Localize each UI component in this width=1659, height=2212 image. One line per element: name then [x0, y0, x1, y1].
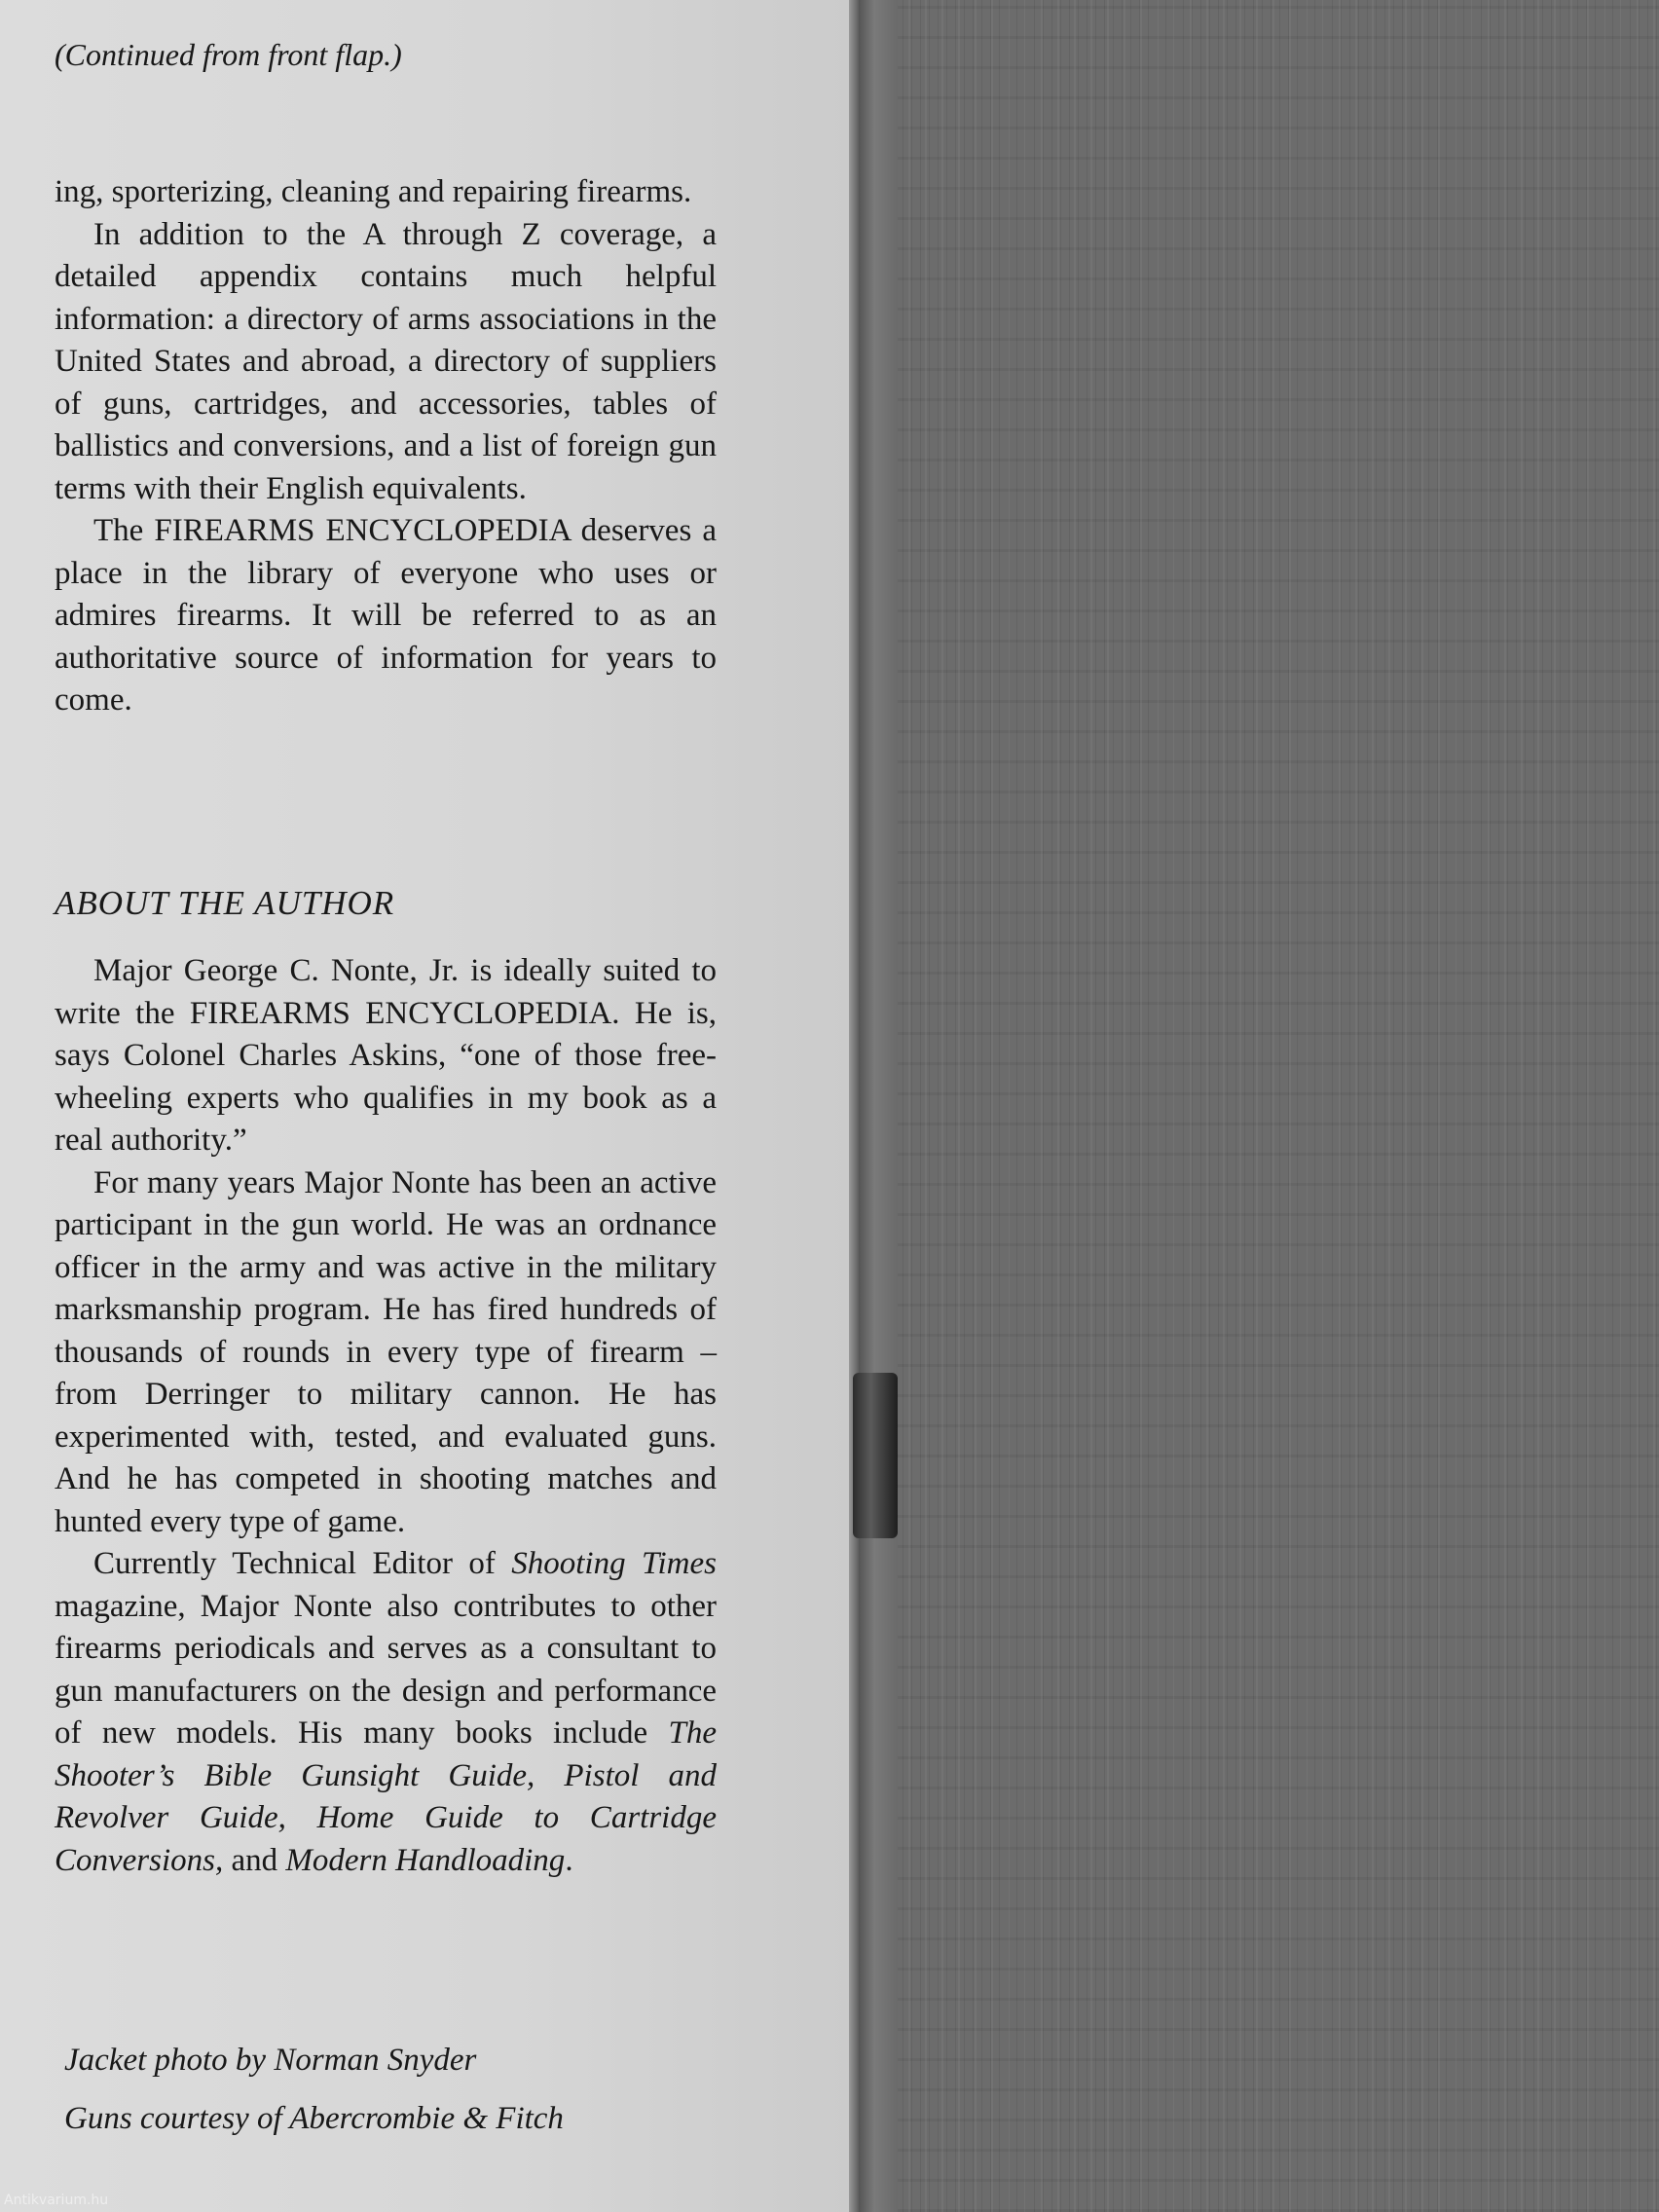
about-p3-text-3: and	[223, 1842, 286, 1878]
about-p3-text-1: Currently Technical Editor of	[93, 1546, 512, 1581]
about-author-text	[55, 950, 717, 1882]
about-paragraph-1: Major George C. Nonte, Jr. is ideally suited to write the FIREARMS ENCYCLOPEDIA. He is, says Colonel Charles Askins, “one of those free-wheeling experts who qualifies in my book as a real authority.”	[55, 953, 717, 1158]
book-cover-board	[859, 0, 1659, 2212]
photo-credit: Jacket photo by Norman Snyder	[64, 2043, 477, 2078]
about-p3-italic-3: Modern Handloading	[285, 1842, 566, 1878]
bookmark-ribbon	[853, 1373, 898, 1538]
flap-edge	[849, 0, 859, 2212]
about-p3-text-2: magazine, Major Nonte also contributes to other firearms periodicals and serves as a consultant to gun manufacturers on the design and performance of new models. His many books include	[55, 1588, 717, 1751]
guns-credit: Guns courtesy of Abercrombie & Fitch	[64, 2101, 564, 2136]
book-spine	[859, 0, 898, 2212]
continued-note: (Continued from front flap.)	[55, 37, 402, 72]
intro-paragraph-1: ing, sporterizing, cleaning and repairing firearms.	[55, 174, 692, 209]
watermark: Antikvarium.hu	[4, 2193, 109, 2208]
about-paragraph-2: For many years Major Nonte has been an active participant in the gun world. He was an ordnance officer in the army and was active in the military marksmanship program. He has fired hundreds of thousands of rounds in every type of firearm – from Derringer to military cannon. He has experimented with, tested, and evaluated guns. And he has competed in shooting matches and hunted every type of game.	[55, 1164, 717, 1539]
about-p3-italic-2: The Shooter’s Bible Gunsight Guide, Pistol and Revolver Guide, Home Guide to Cartridge Conversions,	[55, 1715, 717, 1878]
about-paragraph-3	[55, 1543, 717, 1882]
about-author-heading: ABOUT THE AUTHOR	[55, 884, 395, 922]
intro-paragraph-2: In addition to the A through Z coverage, a detailed appendix contains much helpful information: a directory of arms associations in the United States and abroad, a directory of suppliers of guns, cartridges, and accessories, tables of ballistics and conversions, and a list of foreign gun terms with their English equivalents.	[55, 216, 717, 506]
about-p3-text-4: .	[565, 1842, 573, 1878]
intro-paragraph-3: The FIREARMS ENCYCLOPEDIA deserves a place in the library of everyone who uses or admires firearms. It will be referred to as an authoritative source of information for years to come.	[55, 513, 717, 718]
intro-text	[55, 171, 717, 722]
about-p3-italic-1: Shooting Times	[511, 1546, 717, 1581]
